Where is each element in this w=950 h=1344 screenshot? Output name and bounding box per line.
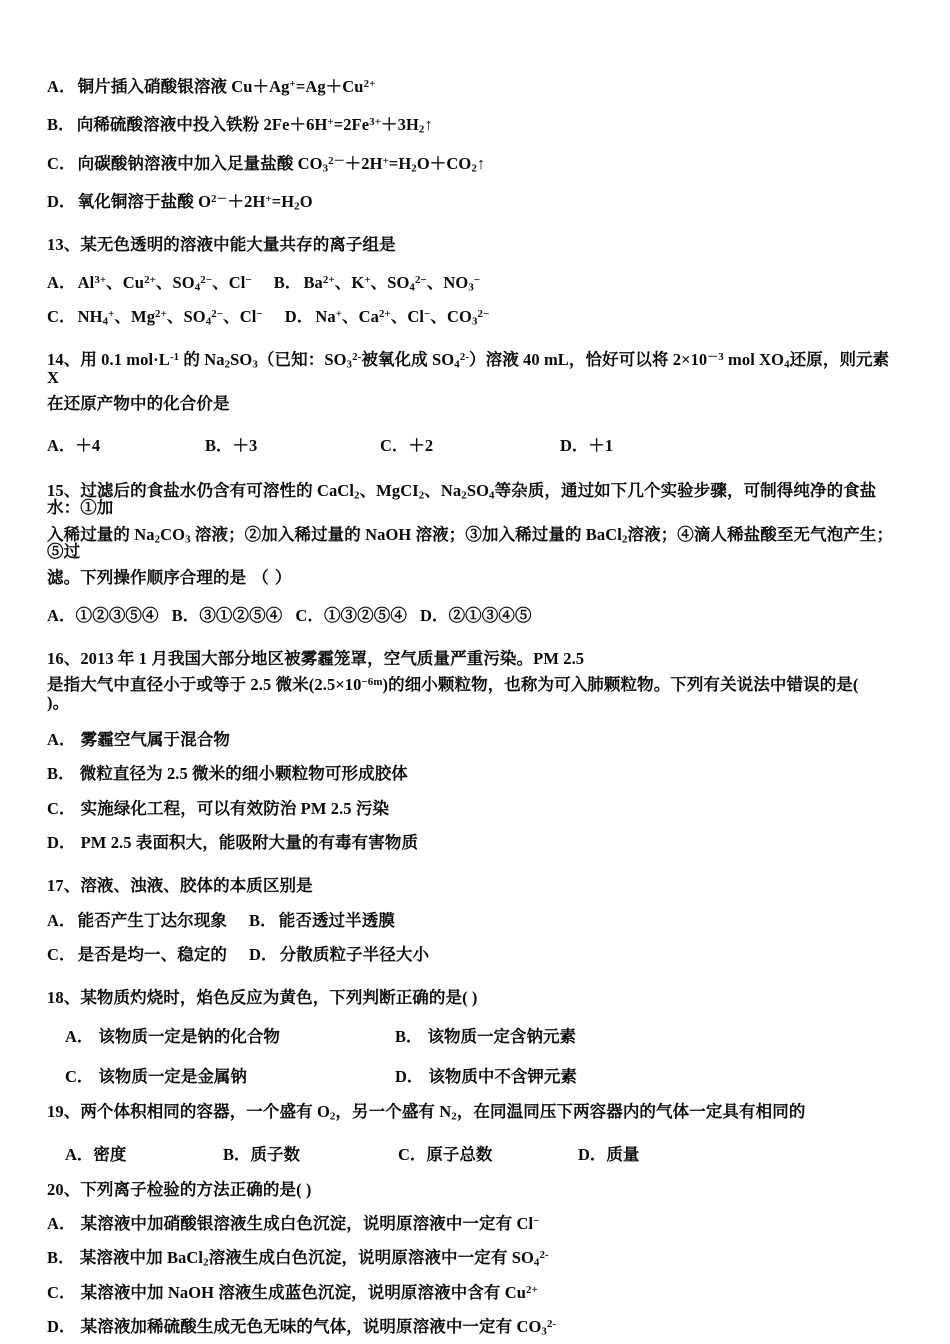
q14-stem-line2 [47,395,900,412]
option-label-a: A． [47,1214,76,1234]
q12-option-d-text: 氧化铜溶于盐酸 $O^{2-}+2H^+=H_2O$ [77,191,313,213]
q17-stem [47,877,900,894]
q18-option-b-text: 该物质一定含钠元素 [427,1027,577,1047]
q12-option-b [47,115,900,137]
q14-option-c: C．＋2 [380,436,434,456]
q17-stem-text: 溶液、浊液、胶体的本质区别是 [80,876,313,896]
option-label-c: C． [47,153,76,173]
q18-options-row-1 [47,1023,900,1047]
option-label-d: D． [47,1317,76,1336]
option-label-b: B． [395,1027,423,1047]
q14-options [47,432,900,456]
q17-options-row-2 [47,946,900,963]
q15-number: 15、 [47,481,81,501]
q16-option-d [47,834,900,851]
q18-option-d-text: 该物质中不含钾元素 [428,1067,577,1087]
q13-options-row-1 [47,272,900,294]
q19-option-a: A．密度 [65,1144,127,1164]
option-label-c: C． [65,1067,94,1087]
option-label-b: B． [47,115,75,135]
q12-option-a-text: 铜片插入硝酸银溶液 $Cu+Ag^+=Ag+Cu^{2+}$ [77,77,376,96]
q20-number: 20、 [47,1179,81,1199]
q14-number: 14、 [47,350,81,370]
q16-option-c-text: 实施绿化工程，可以有效防治 PM 2.5 污染 [80,798,390,818]
q19-option-c: C．原子总数 [398,1144,493,1164]
q16-stem-line2: 是指大气中直径小于或等于 2.5 微米$(2.5\times 10^{-6m})$的细小颗粒物，也称为可入肺颗粒物。下列有关说法中错误的是()。 [47,675,859,712]
q15-stem-line1: 15、过滤后的食盐水仍含有可溶性的 CaCl$_2$、MgCI$_2$、$Na_2SO_4$等杂质，通过如下几个实验步骤，可制得纯净的食盐水：①加 [47,481,877,518]
q20-option-d: D． 某溶液加稀硫酸生成无色无味的气体，说明原溶液中一定有 $CO_3^{2-}$ [47,1317,557,1338]
q15-options [47,607,900,624]
q20-option-c: C． 某溶液中加 NaOH 溶液生成蓝色沉淀，说明原溶液中含有 $Cu^{2+}$ [47,1282,538,1302]
option-label-d: D． [47,191,76,211]
q12-option-b-text: 向稀硫酸溶液中投入铁粉 $2Fe+6H^+=2Fe^{3+}+3H_2↑$ [76,115,433,137]
q12-option-d [47,191,900,213]
q16-option-d-text: PM 2.5 表面积大，能吸附大量的有毒有害物质 [80,832,419,852]
q13-stem-text: 某无色透明的溶液中能大量共存的离子组是 [80,235,396,255]
q14-stem-line2-text: 在还原产物中的化合价是 [47,393,230,413]
q15-option-c: C．①③②⑤④ [295,605,407,625]
q16-stem-line1 [47,650,900,667]
q18-stem [47,989,900,1006]
q13-stem [47,236,900,253]
q17-option-c-text: 是否是均一、稳定的 [77,944,228,964]
q18-options-row-2 [47,1063,900,1087]
q16-option-a-text: 雾霾空气属于混合物 [80,729,231,749]
q14-stem-line1: 14、用 0.1 $mol\cdot L^{-1}$ 的 $Na_2SO_3$（已知：$SO_3^{2-}$被氧化成 $SO_4^{2-}$）溶液 40 mL，恰好可以将 $2\times 10^{-3}$ mol $XO_4$还原，则元素 X [47,350,890,387]
q18-option-c [65,1063,395,1087]
q17-option-d-text: 分散质粒子半径大小 [279,944,430,964]
q18-option-d [395,1063,577,1087]
option-label-b: B． [47,1248,75,1268]
q15-option-b: B．③①②⑤④ [171,605,283,625]
q14-option-a: A．＋4 [47,436,101,456]
q16-number: 16、 [47,649,81,668]
option-label-a: A． [47,77,76,96]
option-label-d: D． [395,1067,424,1087]
q19-stem: 19、两个体积相同的容器，一个盛有 $O_2$，另一个盛有 $N_2$，在同温同压下两容器内的气体一定具有相同的 [47,1102,806,1124]
option-label-c: C． [47,944,76,964]
q20-option-a: A． 某溶液中加硝酸银溶液生成白色沉淀，说明原溶液中一定有 Cl− [47,1214,540,1234]
option-label-c: C． [47,1282,76,1302]
option-label-c: C． [47,798,76,818]
q15-stem-line2: 入稀过量的 $Na_2CO_3$ 溶液；②加入稀过量的 NaOH 溶液；③加入稀过量的 BaCl$_2$溶液；④滴人稀盐酸至无气泡产生；⑤过 [47,524,894,562]
q18-option-c-text: 该物质一定是金属钠 [98,1067,247,1087]
q15-option-a: A．①②③⑤④ [47,605,159,625]
q18-option-b [395,1023,576,1047]
q19-number: 19、 [47,1102,81,1122]
q18-stem-text: 某物质灼烧时，焰色反应为黄色，下列判断正确的是( ) [80,988,478,1008]
q20-stem-text: 下列离子检验的方法正确的是( ) [80,1179,312,1199]
q20-stem [47,1181,900,1198]
option-label-a: A． [47,272,76,292]
option-label-a: A． [47,910,76,930]
q17-number: 17、 [47,876,81,896]
q18-number: 18、 [47,988,81,1008]
option-label-b: B． [249,910,277,930]
option-label-d: D． [47,832,76,852]
q14-option-d: D．＋1 [560,436,614,456]
q16-option-a [47,731,900,748]
q16-option-b-text: 微粒直径为 2.5 微米的细小颗粒物可形成胶体 [79,764,408,784]
option-label-d: D． [249,944,278,964]
q17-option-b-text: 能否透过半透膜 [278,910,395,930]
q20-option-b: B． 某溶液中加 BaCl$_2$溶液生成白色沉淀，说明原溶液中一定有 $SO_4^{2-}$ [47,1248,549,1270]
option-label-c: C． [47,306,76,326]
option-label-a: A． [47,729,76,749]
option-label-b: B． [273,272,302,292]
q16-option-b [47,765,900,782]
q18-option-a-text: 该物质一定是钠的化合物 [98,1027,280,1047]
q19-options [47,1141,900,1165]
option-label-d: D． [284,306,314,326]
option-label-a: A． [65,1027,94,1047]
q14-option-b: B．＋3 [205,436,258,456]
q13-option-a-text: $Al^{3+}$、$Cu^{2+}$、$SO_4^{2-}$、Cl− [77,272,252,294]
q13-number: 13、 [47,235,81,255]
option-label-b: B． [47,764,75,784]
q13-option-c-text: $NH_4^+$、$Mg^{2+}$、$SO_4^{2-}$、Cl− [77,306,263,328]
q13-options-row-2 [47,306,900,328]
q19-option-b: B．质子数 [223,1144,301,1164]
q13-option-d-text: Na+、$Ca^{2+}$、Cl−、$CO_3^{2-}$ [315,306,490,328]
q17-option-a-text: 能否产生丁达尔现象 [77,910,228,930]
q12-option-c [47,153,900,175]
q13-option-b-text: $Ba^{2+}$、K+、$SO_4^{2-}$、$NO_3^-$ [303,272,481,294]
q12-option-a [47,78,900,95]
q12-option-c-text: 向碳酸钠溶液中加入足量盐酸 $CO_3^{2-}+2H^+=H_2O+CO_2↑$ [77,153,486,175]
q17-options-row-1 [47,912,900,929]
q15-option-d: D．②①③④⑤ [419,605,532,625]
q16-stem-line1-text: 2013 年 1 月我国大部分地区被雾霾笼罩，空气质量严重污染。PM 2.5 [80,649,585,668]
q15-stem-line3: 滤。下列操作顺序合理的是 （ ） [47,568,293,588]
q16-option-c [47,800,900,817]
q19-option-d: D．质量 [578,1144,640,1164]
q18-option-a [65,1023,395,1047]
